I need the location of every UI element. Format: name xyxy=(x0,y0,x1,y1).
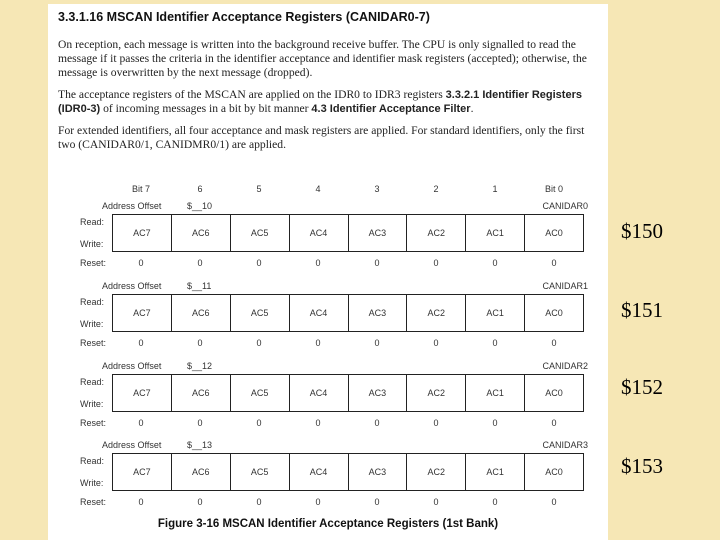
bit-cell-2: AC2 xyxy=(406,375,465,411)
write-label: Write: xyxy=(80,399,104,409)
reset-value-0: 0 xyxy=(551,258,557,268)
bit-cell-5: AC5 xyxy=(230,454,289,490)
reset-value-5: 0 xyxy=(256,497,262,507)
bit-cell-3: AC3 xyxy=(348,295,407,331)
register-canidar1 xyxy=(48,281,608,361)
bit-header-7: Bit 7 xyxy=(131,184,150,194)
reset-value-0: 0 xyxy=(551,418,557,428)
reset-value-1: 0 xyxy=(492,258,498,268)
paragraph-reception: On reception, each message is written into the background receive buffer. The CPU is only signalled to read the message if it passes the criteria in the identifier acceptance and identifier mask registers (accepted); otherwise, the message is overwritten by the next message (dropped). xyxy=(58,38,587,79)
paragraph-acceptance-text-1: The acceptance registers of the MSCAN are applied on the IDR0 to IDR3 registers xyxy=(58,88,443,101)
bit-header-6: 6 xyxy=(197,184,203,194)
reset-value-5: 0 xyxy=(256,258,262,268)
paragraph-acceptance: The acceptance registers of the MSCAN are applied on the IDR0 to IDR3 registers 3.3.2.1 Identifier Registers (IDR0-3) of incoming messages in a bit by bit manner 4.3 Identifier Acceptance Filter. xyxy=(58,88,582,115)
reset-value-0: 0 xyxy=(551,497,557,507)
paragraph-extended: For extended identifiers, all four acceptance and mask registers are applied. For standard identifiers, only the first two (CANIDAR0/1, CANIDMR0/1) are applied. xyxy=(58,124,585,151)
register-canidar2 xyxy=(48,361,608,441)
section-title: 3.3.1.16 MSCAN Identifier Acceptance Registers (CANIDAR0-7) xyxy=(58,10,430,24)
reference-acceptance-filter: 4.3 Identifier Acceptance Filter xyxy=(311,103,471,115)
register-bit-row xyxy=(112,453,584,491)
bit-header-3: 3 xyxy=(374,184,380,194)
reset-label: Reset: xyxy=(80,418,107,428)
register-bit-row xyxy=(112,294,584,332)
register-name: CANIDAR1 xyxy=(542,281,588,291)
bit-cell-1: AC1 xyxy=(465,295,524,331)
bit-cell-3: AC3 xyxy=(348,215,407,251)
reset-value-6: 0 xyxy=(197,258,203,268)
read-label: Read: xyxy=(80,217,105,227)
bit-cell-6: AC6 xyxy=(171,295,230,331)
reset-value-3: 0 xyxy=(374,497,380,507)
reset-value-2: 0 xyxy=(433,497,439,507)
address-annotation-151: $151 xyxy=(621,298,663,322)
write-label: Write: xyxy=(80,239,104,249)
bit-cell-5: AC5 xyxy=(230,215,289,251)
bit-cell-5: AC5 xyxy=(230,295,289,331)
reset-label: Reset: xyxy=(80,338,107,348)
bit-cell-6: AC6 xyxy=(171,375,230,411)
register-bit-row xyxy=(112,374,584,412)
address-offset-label: Address Offset xyxy=(102,201,162,211)
reset-value-6: 0 xyxy=(197,418,203,428)
bit-cell-7: AC7 xyxy=(112,295,171,331)
bit-cell-6: AC6 xyxy=(171,454,230,490)
register-name: CANIDAR3 xyxy=(542,440,588,450)
bit-cell-1: AC1 xyxy=(465,375,524,411)
reset-value-4: 0 xyxy=(315,338,321,348)
bit-cell-4: AC4 xyxy=(289,295,348,331)
reset-value-2: 0 xyxy=(433,258,439,268)
reset-value-7: 0 xyxy=(138,418,144,428)
address-annotation-150: $150 xyxy=(621,219,663,243)
address-offset-label: Address Offset xyxy=(102,361,162,371)
write-label: Write: xyxy=(80,319,104,329)
reset-value-3: 0 xyxy=(374,418,380,428)
bit-header-row xyxy=(48,184,608,196)
address-offset-label: Address Offset xyxy=(102,281,162,291)
address-offset-value: $__11 xyxy=(187,281,212,291)
bit-cell-0: AC0 xyxy=(524,454,583,490)
reset-value-6: 0 xyxy=(197,497,203,507)
bit-cell-1: AC1 xyxy=(465,454,524,490)
bit-header-1: 1 xyxy=(492,184,498,194)
reset-value-0: 0 xyxy=(551,338,557,348)
read-label: Read: xyxy=(80,297,105,307)
bit-cell-2: AC2 xyxy=(406,215,465,251)
bit-cell-1: AC1 xyxy=(465,215,524,251)
register-canidar3 xyxy=(48,440,608,520)
reset-value-4: 0 xyxy=(315,418,321,428)
address-annotation-152: $152 xyxy=(621,375,663,399)
reset-value-7: 0 xyxy=(138,338,144,348)
bit-cell-2: AC2 xyxy=(406,454,465,490)
reference-identifier-registers: 3.3.2.1 Identifier Registers (IDR0-3) xyxy=(58,89,582,115)
bit-cell-7: AC7 xyxy=(112,454,171,490)
bit-cell-2: AC2 xyxy=(406,295,465,331)
address-offset-value: $__10 xyxy=(187,201,213,211)
write-label: Write: xyxy=(80,478,104,488)
bit-cell-4: AC4 xyxy=(289,454,348,490)
reset-value-1: 0 xyxy=(492,497,498,507)
bit-cell-4: AC4 xyxy=(289,215,348,251)
address-offset-label: Address Offset xyxy=(102,440,162,450)
register-bit-row xyxy=(112,214,584,252)
bit-cell-0: AC0 xyxy=(524,215,583,251)
bit-cell-0: AC0 xyxy=(524,295,583,331)
address-offset-value: $__12 xyxy=(187,361,213,371)
reset-label: Reset: xyxy=(80,258,107,268)
bit-cell-3: AC3 xyxy=(348,454,407,490)
reset-value-3: 0 xyxy=(374,258,380,268)
reset-value-1: 0 xyxy=(492,418,498,428)
reset-value-3: 0 xyxy=(374,338,380,348)
register-name: CANIDAR0 xyxy=(542,201,588,211)
document-page xyxy=(48,4,608,540)
figure-caption: Figure 3-16 MSCAN Identifier Acceptance Registers (1st Bank) xyxy=(157,518,499,530)
reset-value-2: 0 xyxy=(433,418,439,428)
reset-label: Reset: xyxy=(80,497,107,507)
bit-cell-7: AC7 xyxy=(112,215,171,251)
bit-header-0: Bit 0 xyxy=(544,184,563,194)
reset-value-5: 0 xyxy=(256,338,262,348)
reset-value-7: 0 xyxy=(138,497,144,507)
paragraph-acceptance-text-2: of incoming messages in a bit by bit manner xyxy=(103,102,309,115)
reset-value-5: 0 xyxy=(256,418,262,428)
address-offset-value: $__13 xyxy=(187,440,213,450)
reset-value-7: 0 xyxy=(138,258,144,268)
bit-cell-0: AC0 xyxy=(524,375,583,411)
bit-header-5: 5 xyxy=(256,184,262,194)
bit-cell-4: AC4 xyxy=(289,375,348,411)
bit-header-2: 2 xyxy=(433,184,439,194)
bit-cell-5: AC5 xyxy=(230,375,289,411)
reset-value-1: 0 xyxy=(492,338,498,348)
reset-value-6: 0 xyxy=(197,338,203,348)
read-label: Read: xyxy=(80,456,105,466)
reset-value-4: 0 xyxy=(315,497,321,507)
reset-value-4: 0 xyxy=(315,258,321,268)
reset-value-2: 0 xyxy=(433,338,439,348)
address-annotation-153: $153 xyxy=(621,454,663,478)
register-name: CANIDAR2 xyxy=(542,361,588,371)
bit-cell-6: AC6 xyxy=(171,215,230,251)
register-canidar0 xyxy=(48,201,608,281)
bit-cell-3: AC3 xyxy=(348,375,407,411)
bit-header-4: 4 xyxy=(315,184,321,194)
read-label: Read: xyxy=(80,377,105,387)
bit-cell-7: AC7 xyxy=(112,375,171,411)
